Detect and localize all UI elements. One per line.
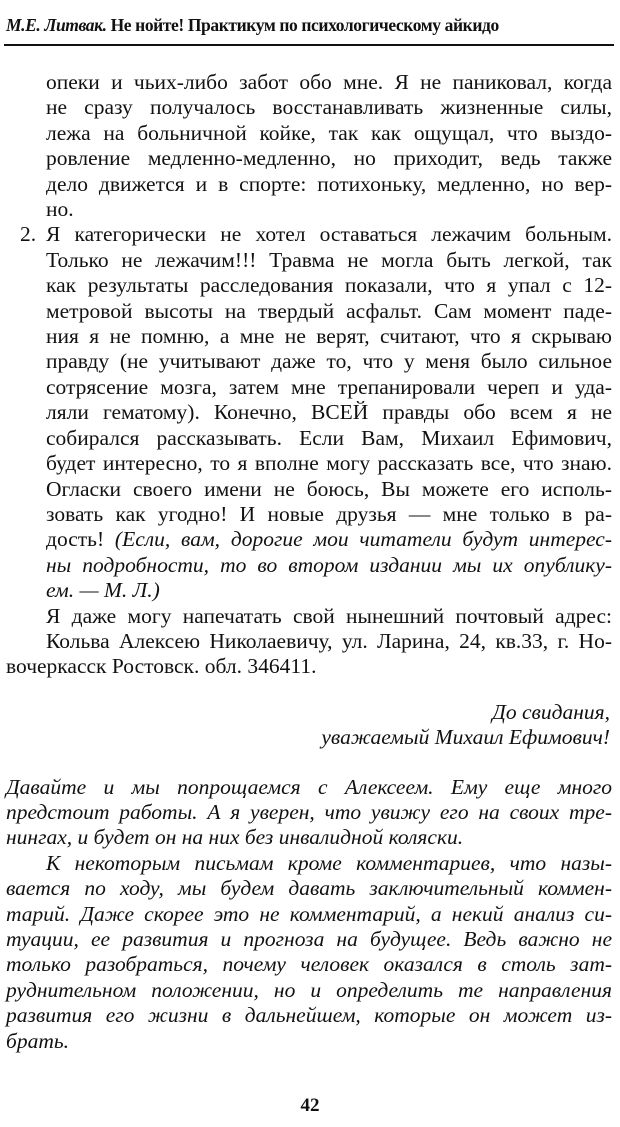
text-line: лежа на больничной койке, так как ощущал, что выздо- xyxy=(46,120,612,145)
address-last-line xyxy=(6,654,612,679)
text-line: ровление медленно-медленно, но приходит, ведь также xyxy=(46,146,612,171)
text-line: руднительном положении, но и определить те направления xyxy=(6,977,612,1002)
letter-signoff xyxy=(6,700,612,751)
list-item-2 xyxy=(6,222,612,654)
text-line: Я даже могу напечатать свой нынешний почтовый адрес: xyxy=(46,603,612,628)
text-line: правду (не учитывают даже то, что у меня было сильное xyxy=(46,349,612,374)
text-line: зовать как угодно! И новые друзья — мне только в ра- xyxy=(46,501,612,526)
signoff-line-2: уважаемый Михаил Ефимович! xyxy=(321,725,610,750)
page-number: 42 xyxy=(300,1095,320,1116)
text-line: предстоит работы. А я уверен, что увижу его на своих тре- xyxy=(6,799,612,824)
text-line: но. xyxy=(46,197,74,222)
signoff-line-1: До свидания, xyxy=(492,699,610,724)
header-title: Не нойте! Практикум по психологическому айкидо xyxy=(110,15,499,35)
text-line: развития его жизни в дальнейшем, которые он может из- xyxy=(6,1003,612,1028)
text-line: Только не лежачим!!! Травма не могла быть легкой, так xyxy=(46,247,612,272)
text-line: сотрясение мозга, затем мне трепанировали череп и уда- xyxy=(46,374,612,399)
list-number: 2. xyxy=(20,222,37,247)
text-line: туации, ее развития и прогноза на будущее. Ведь важно не xyxy=(6,927,612,951)
text-line: будет интересно, то я вполне могу рассказать все, что знаю. xyxy=(46,451,612,476)
page-body xyxy=(6,70,612,1054)
header-rule xyxy=(4,44,614,46)
text-line: вается по ходу, мы будем давать заключительный коммен- xyxy=(6,876,612,901)
text-line: дело движется и в спорте: потихоньку, медленно, но вер- xyxy=(46,171,612,196)
item1-continuation xyxy=(6,70,612,222)
italic-fragment: (Если, вам, дорогие мои читатели будут интерес- xyxy=(114,527,612,552)
text-line: собирался рассказывать. Если Вам, Михаил Ефимович, xyxy=(46,425,612,450)
text-line: тарий. Даже скорее это не комментарий, а некий анализ си- xyxy=(6,901,612,926)
plain-fragment: дость! xyxy=(46,527,115,552)
header-author: М.Е. Литвак. xyxy=(6,15,107,35)
text-line: брать. xyxy=(6,1028,69,1053)
text-line: Кольва Алексею Николаевичу, ул. Ларина, 24, кв.33, г. Но- xyxy=(46,628,612,653)
editor-note-line: ны подробности, то во втором издании мы их опублику- xyxy=(46,552,612,577)
text-line: Давайте и мы попрощаемся с Алексеем. Ему еще много xyxy=(6,774,612,799)
text-line: метровой высоты на твердый асфальт. Сам момент паде- xyxy=(46,298,612,323)
text-line: только разобраться, почему человек оказался в столь зат- xyxy=(6,952,612,977)
text-line: ляли гематому). Конечно, ВСЕЙ правды обо всем я не xyxy=(46,400,612,425)
text-line: вочеркасск Ростовск. обл. 346411. xyxy=(6,654,317,679)
text-line: опеки и чьих-либо забот обо мне. Я не паниковал, когда xyxy=(46,70,612,94)
text-line: Я категорически не хотел оставаться лежачим больным. xyxy=(46,222,612,247)
text-line: как результаты расследования показали, что я упал с 12- xyxy=(46,273,612,298)
text-line: К некоторым письмам кроме комментариев, что назы- xyxy=(46,850,612,875)
text-line: Огласки своего имени не боюсь, Вы можете его исполь- xyxy=(46,476,612,501)
mixed-line xyxy=(46,527,612,552)
text-line: ния я не помню, а мне не верят, считают, что я скрываю xyxy=(46,324,612,349)
running-header xyxy=(6,14,612,36)
editor-note-line: ем. — М. Л.) xyxy=(46,578,160,603)
text-line: нингах, и будет он на них без инвалидной коляски. xyxy=(6,825,464,850)
closing-commentary xyxy=(6,775,612,1054)
text-line: не сразу получалось восстанавливать жизненные силы, xyxy=(46,95,612,120)
